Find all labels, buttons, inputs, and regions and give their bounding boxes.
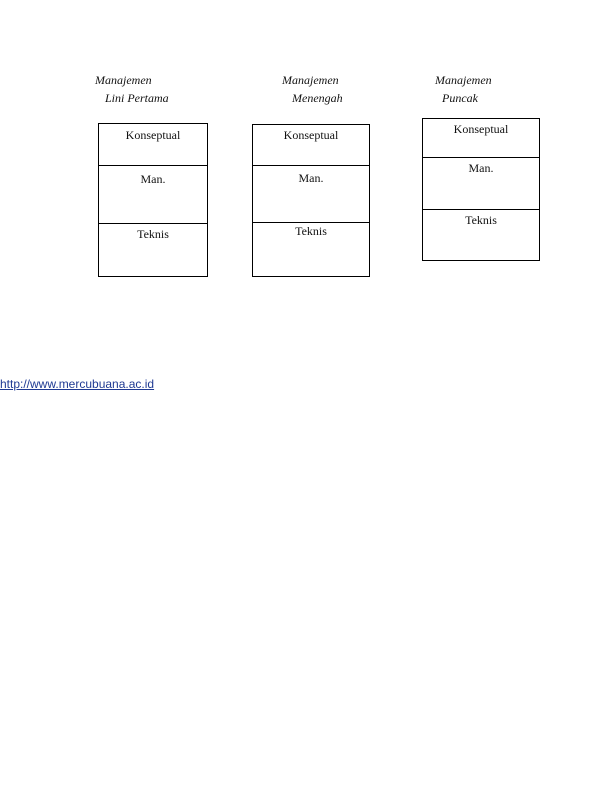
skill-label: Konseptual <box>453 122 509 136</box>
level-title-line2: Puncak <box>442 91 478 105</box>
skill-label: Konseptual <box>125 128 181 142</box>
skill-cell-teknis <box>253 223 369 278</box>
skill-label: Teknis <box>295 224 327 238</box>
source-link[interactable]: http://www.mercubuana.ac.id <box>0 377 155 391</box>
skill-cell-teknis <box>99 224 207 278</box>
skill-label: Man. <box>298 171 324 185</box>
skill-cell-man <box>99 166 207 224</box>
skill-label: Man. <box>468 161 494 175</box>
skill-box-lini-pertama <box>98 123 208 277</box>
skill-cell-man <box>253 166 369 223</box>
skill-label: Konseptual <box>283 128 339 142</box>
skill-cell-konseptual <box>423 119 539 158</box>
level-title-line1: Manajemen <box>95 73 152 87</box>
skill-cell-teknis <box>423 210 539 262</box>
skill-cell-konseptual <box>253 125 369 166</box>
skill-box-menengah <box>252 124 370 277</box>
level-title-menengah <box>282 71 343 107</box>
level-title-line2: Lini Pertama <box>105 91 169 105</box>
skill-label: Man. <box>140 172 166 186</box>
level-title-puncak <box>435 71 492 107</box>
level-title-line1: Manajemen <box>282 73 339 87</box>
level-title-lini-pertama <box>95 71 169 107</box>
skill-label: Teknis <box>465 213 497 227</box>
skill-cell-man <box>423 158 539 210</box>
skill-cell-konseptual <box>99 124 207 166</box>
skill-box-puncak <box>422 118 540 261</box>
level-title-line1: Manajemen <box>435 73 492 87</box>
skill-label: Teknis <box>137 227 169 241</box>
level-title-line2: Menengah <box>292 91 343 105</box>
